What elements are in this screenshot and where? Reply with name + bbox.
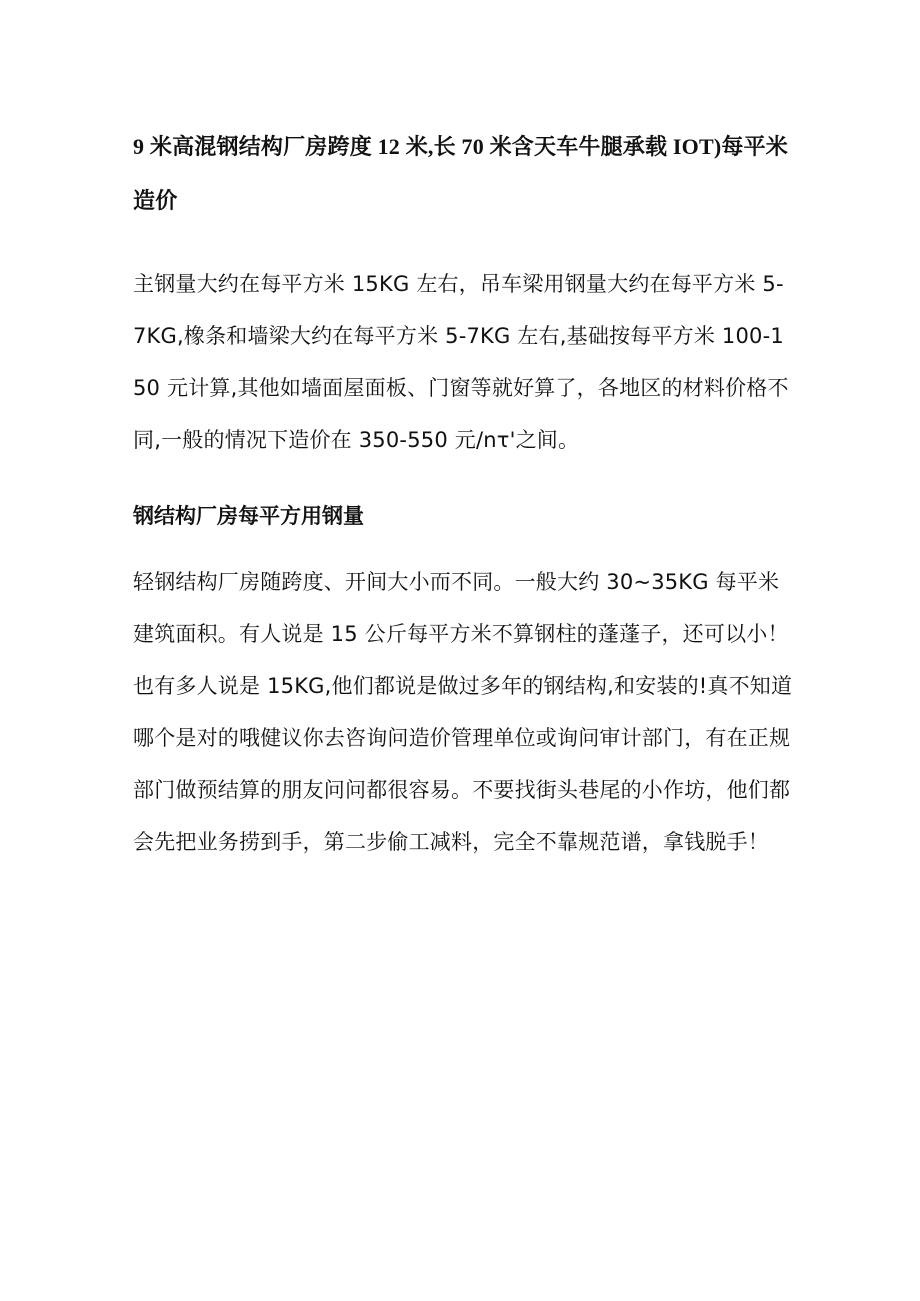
cost-paragraph: 主钢量大约在每平方米 15KG 左右，吊车梁用钢量大约在每平方米 5-7KG,橡条和墙梁大约在每平方米 5-7KG 左右,基础按每平方米 100-150 元计算,其他如墙面屋面板、门窗等就好算了，各地区的材料价格不同,一般的情况下造价在 350-550 元/nτ'之间。 <box>133 272 789 452</box>
section-heading: 钢结构厂房每平方用钢量 <box>133 504 364 528</box>
steel-usage-paragraph: 轻钢结构厂房随跨度、开间大小而不同。一般大约 30~35KG 每平米建筑面积。有人说是 15 公斤每平方米不算钢柱的蓬蓬子，还可以小！也有多人说是 15KG,他们都说是做过多年的钢结构,和安装的!真不知道哪个是对的哦健议你去咨询问造价管理单位或询问审计部门，有在正规部门做预结算的朋友问问都很容易。不要找街头巷尾的小作坊，他们都会先把业务捞到手，第二步偷工减料，完全不靠规范谱，拿钱脱手！ <box>133 570 793 854</box>
document-body <box>133 120 795 868</box>
document-title: 9 米高混钢结构厂房跨度 12 米,长 70 米含天车牛腿承载 IOT)每平米造价 <box>133 134 788 213</box>
